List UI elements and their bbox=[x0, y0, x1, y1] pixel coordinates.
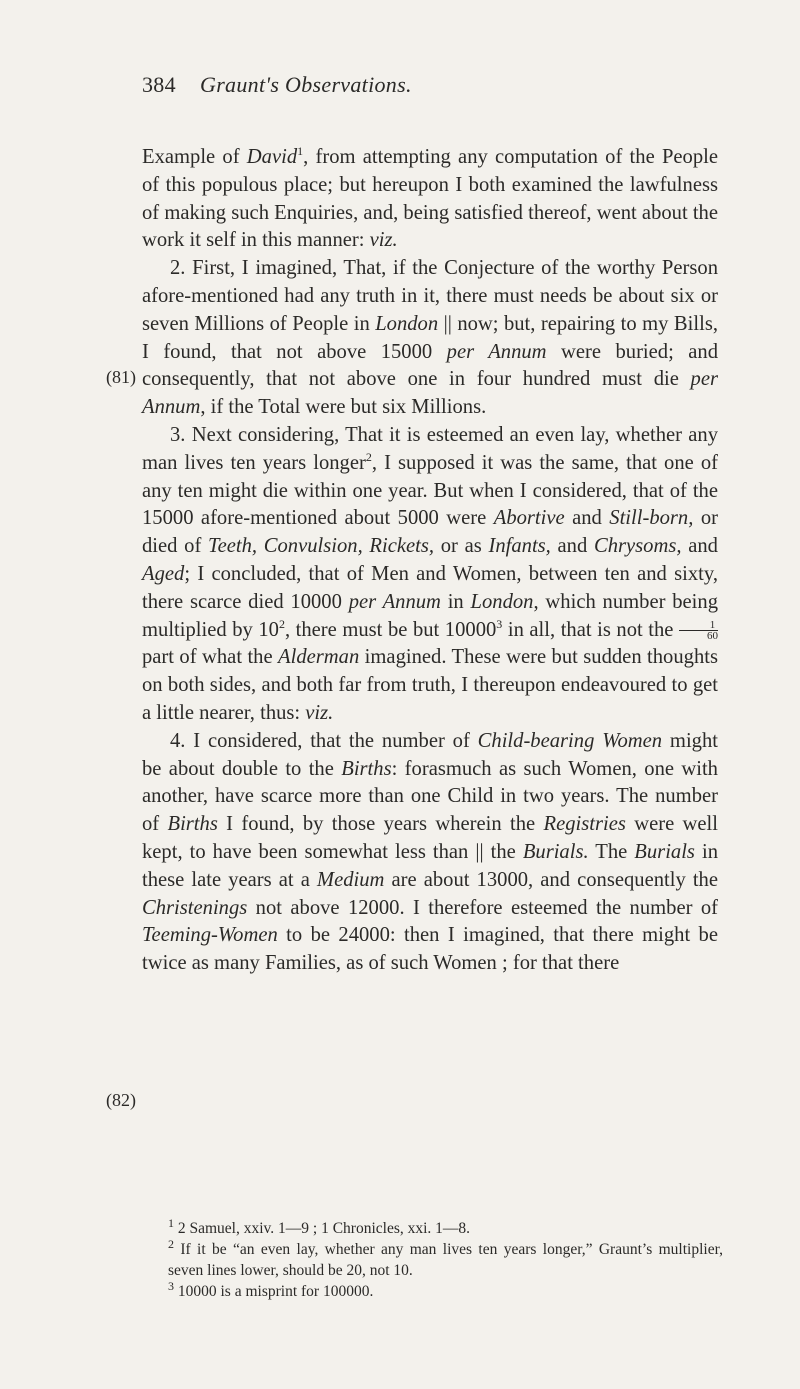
footnote-ref-3: 3 bbox=[496, 616, 503, 631]
footnote-ref-2: 2 bbox=[365, 449, 372, 464]
running-header bbox=[142, 72, 700, 98]
paragraph-2: 2. First, I imagined, That, if the Conjecture of the worthy Person afore-mentioned had any truth in it, there must needs be about six or seven Millions of People in London || now; but, repairing to my Bills, I found, that not above 15000 per Annum were buried; and consequently, that not above one in four hundred must die per Annum, if the Total were but six Millions. bbox=[142, 257, 718, 419]
footnote-3: $^3$ 10000 is a misprint for 100000. bbox=[168, 1278, 374, 1300]
paragraph-4: 4. I considered, that the number of Child-bearing Women might be about double to the Births: forasmuch as such Women, one with another, have scarce more than one Child in two years. The number of Births I found, by those years wherein the Registries were well kept, to have been somewhat less than || the Burials. The Burials in these late years at a Medium are about 13000, and consequently the Christenings not above 12000. I therefore esteemed the number of Teeming-Women to be 24000: then I imagined, that there might be twice as many Families, as of such Women ; for that there bbox=[142, 729, 718, 975]
footnotes bbox=[168, 1215, 723, 1302]
margin-reference-81: (81) bbox=[106, 367, 136, 387]
footnote-2: $^2$ If it be “an even lay, whether any man lives ten years longer,” Graunt’s multiplier, seven lines lower, should be 20, not 10. bbox=[168, 1236, 723, 1279]
footnote-1: $^1$ 2 Samuel, xxiv. 1—9 ; 1 Chronicles, xxi. 1—8. bbox=[168, 1215, 471, 1237]
page-number: 384 bbox=[142, 72, 176, 97]
exponent: 2 bbox=[278, 616, 285, 631]
paragraph-1: Example of David$^1$, from attempting any computation of the People of this populous place; but hereupon I both examined the lawfulness of making such Enquiries, and, being satisfied thereof, went about the work it self in this manner: viz. bbox=[142, 144, 718, 252]
main-text bbox=[142, 144, 718, 978]
running-title: Graunt's Observations. bbox=[200, 72, 412, 97]
footnote-ref-1: 1 bbox=[297, 144, 304, 159]
fraction: $\frac{1}{60}$ bbox=[679, 620, 718, 641]
paragraph-3: 3. Next considering, That it is esteemed an even lay, whether any man lives ten years longer$^2$, I supposed it was the same, that one of any ten might die within one year. But when I considered, that of the 15000 afore-mentioned about 5000 were Abortive and Still-born, or died of Teeth, Convulsion, Rickets, or as Infants, and Chrysoms, and Aged; I concluded, that of Men and Women, between ten and sixty, there scarce died 10000 per Annum in London, which number being multiplied by $10^2$, there must be but 10000$^3$ in all, that is not the $\frac{1}{60}$ part of what the Alderman imagined. These were but sudden thoughts on both sides, and both far from truth, I thereupon endeavoured to get a little nearer, thus: viz. bbox=[142, 423, 719, 724]
margin-reference-82: (82) bbox=[106, 1090, 136, 1110]
